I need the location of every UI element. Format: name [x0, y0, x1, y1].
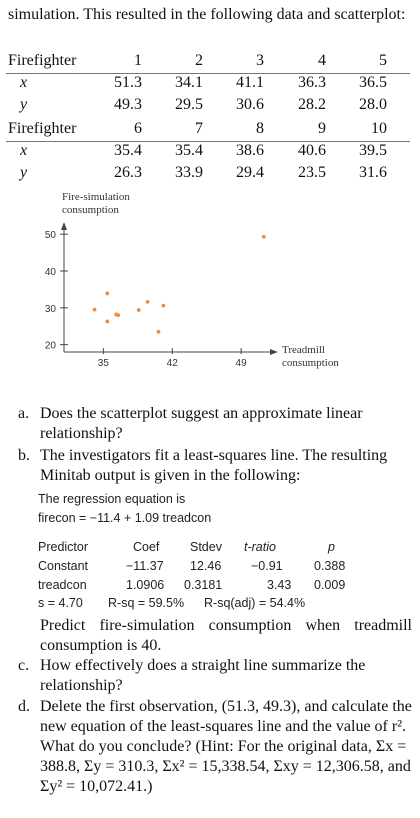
- table-cell: 35.4: [114, 142, 142, 159]
- question-d-label: d.: [18, 698, 30, 715]
- question-c-label: c.: [18, 657, 30, 674]
- row-treadcon-p: 0.009: [314, 578, 346, 592]
- x-label: x: [20, 74, 28, 91]
- x-tick-label: 42: [166, 358, 178, 369]
- table-cell: 23.5: [298, 164, 326, 181]
- question-a-label: a.: [18, 405, 30, 422]
- table-id: 7: [195, 120, 203, 137]
- data-point: [105, 320, 109, 324]
- s-value: s = 4.70: [38, 596, 83, 610]
- question-d: [18, 697, 412, 797]
- question-a: [18, 404, 412, 444]
- data-point: [146, 300, 150, 304]
- y-tick-label: 50: [44, 230, 56, 242]
- col-coef-header: Coef: [133, 540, 160, 554]
- data-point: [161, 304, 165, 308]
- table-cell: 30.6: [236, 96, 264, 113]
- col-stdev-header: Stdev: [190, 540, 222, 554]
- y-label: y: [20, 96, 28, 113]
- table-row-y: [6, 96, 416, 118]
- data-point: [105, 292, 109, 296]
- table-header-row: [6, 120, 416, 142]
- rsq-value: R-sq = 59.5%: [108, 596, 185, 610]
- row-treadcon-tratio: 3.43: [267, 578, 292, 592]
- question-b-text: The investigators fit a least-squares line. The resulting Minitab output is given in the following:: [40, 447, 388, 484]
- table-cell: 40.6: [298, 142, 326, 159]
- y-tick-label: 30: [44, 303, 56, 315]
- axes: [61, 222, 278, 355]
- table-cell: 29.5: [175, 96, 203, 113]
- question-c-text: How effectively does a straight line summarize the relationship?: [40, 657, 366, 694]
- row-treadcon-coef: 1.0906: [126, 578, 165, 592]
- y-axis-title-line2: consumption: [62, 204, 119, 216]
- table-header-label: Firefighter: [8, 52, 77, 69]
- x-axis-title-line2: consumption: [282, 357, 339, 369]
- y-axis-title-line1: Fire-simulation: [62, 191, 130, 203]
- table-row-x: [6, 74, 416, 96]
- x-label: x: [20, 142, 28, 159]
- row-constant-predictor: Constant: [38, 559, 89, 573]
- table-cell: 35.4: [175, 142, 203, 159]
- table-cell: 36.5: [359, 74, 387, 91]
- table-cell: 33.9: [175, 164, 203, 181]
- regression-eq: firecon = −11.4 + 1.09 treadcon: [38, 511, 212, 525]
- table-cell: 31.6: [359, 164, 387, 181]
- col-p-header: p: [328, 540, 335, 554]
- data-point: [137, 308, 141, 312]
- table-id: 1: [134, 52, 142, 69]
- x-tick-label: 49: [235, 358, 247, 369]
- table-cell: 28.0: [359, 96, 387, 113]
- table-id: 10: [371, 120, 387, 137]
- col-predictor-header: Predictor: [38, 540, 89, 554]
- question-b-label: b.: [18, 447, 30, 464]
- row-constant-stdev: 12.46: [190, 559, 222, 573]
- data-point: [262, 235, 266, 239]
- table-cell: 29.4: [236, 164, 264, 181]
- y-tick-label: 40: [44, 267, 56, 278]
- data-table-2: [6, 120, 416, 186]
- table-cell: 51.3: [114, 74, 142, 91]
- rsq-adj-value: R-sq(adj) = 54.4%: [204, 596, 306, 610]
- y-tick-label: 20: [44, 340, 56, 352]
- table-id: 5: [379, 52, 387, 69]
- table-id: 8: [256, 120, 264, 137]
- table-cell: 41.1: [236, 74, 264, 91]
- minitab-output: [38, 490, 398, 610]
- x-axis-title-line1: Treadmill: [282, 344, 325, 356]
- data-point: [116, 313, 120, 317]
- table-cell: 36.3: [298, 74, 326, 91]
- data-point: [157, 330, 161, 334]
- table-cell: 39.5: [359, 142, 387, 159]
- row-constant-coef: −11.37: [126, 559, 164, 573]
- row-treadcon-predictor: treadcon: [38, 578, 87, 592]
- data-point: [93, 308, 97, 312]
- x-tick-label: 35: [97, 358, 109, 369]
- question-a-text: Does the scatterplot suggest an approximate linear relationship?: [40, 405, 363, 442]
- intro-paragraph: simulation. This resulted in the following data and scatterplot:: [8, 6, 406, 23]
- table-id: 3: [256, 52, 264, 69]
- scatterplot: [40, 180, 360, 380]
- y-axis-arrow: [61, 222, 67, 230]
- table-id: 9: [318, 120, 326, 137]
- y-label: y: [20, 164, 28, 181]
- row-constant-tratio: −0.91: [251, 559, 283, 573]
- question-d-text: Delete the first observation, (51.3, 49.3), and calculate the new equation of the least-squares line and the value of r². What do you conclude? (Hint: For the original data, Σx = 388.8, Σy = 310.3, Σx² = 15,338.54, Σxy = 12,306.58, and Σy² = 10,072.41.): [40, 698, 412, 795]
- data-table-1: [6, 52, 416, 118]
- question-b-followup: Predict fire-simulation consumption when treadmill consumption is 40.: [40, 617, 412, 654]
- table-header-label: Firefighter: [8, 120, 77, 137]
- table-header-row: [6, 52, 416, 74]
- data-points: [93, 235, 266, 334]
- row-treadcon-stdev: 0.3181: [184, 578, 223, 592]
- ticks: [45, 230, 247, 369]
- table-id: 6: [134, 120, 142, 137]
- table-cell: 28.2: [298, 96, 326, 113]
- table-cell: 38.6: [236, 142, 264, 159]
- table-id: 2: [195, 52, 203, 69]
- question-c: [18, 656, 412, 696]
- table-id: 4: [318, 52, 326, 69]
- question-b: [18, 446, 412, 486]
- table-cell: 26.3: [114, 164, 142, 181]
- table-row-x: [6, 142, 416, 164]
- col-tratio-header: t-ratio: [244, 540, 276, 554]
- table-cell: 34.1: [175, 74, 203, 91]
- regression-eq-intro: The regression equation is: [38, 492, 186, 506]
- table-cell: 49.3: [114, 96, 142, 113]
- row-constant-p: 0.388: [314, 559, 346, 573]
- x-axis-arrow: [270, 349, 278, 355]
